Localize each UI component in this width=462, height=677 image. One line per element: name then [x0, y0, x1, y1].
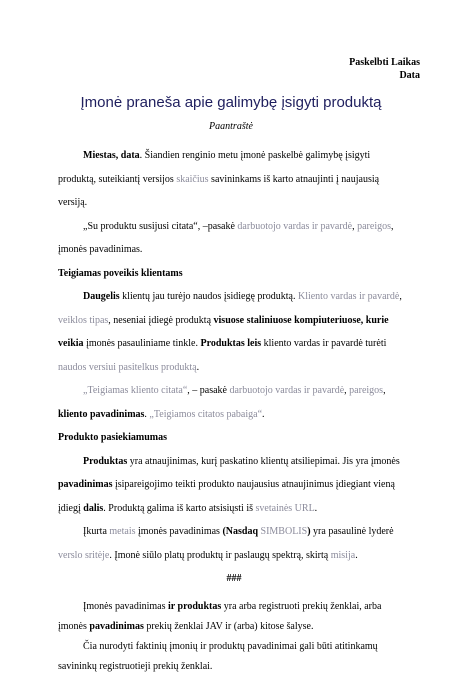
placeholder: metais — [109, 526, 136, 537]
disclaimer-paragraph: Čia nurodyti faktinių įmonių ir produktų pavadinimai gali būti atitinkamų savininkų registruotieji prekių ženklai. — [58, 640, 378, 672]
intro-paragraph: Miestas, data. Šiandien renginio metu įmonė paskelbė galimybę įsigyti produktą, suteikiantį versijos skaičius savininkams iš karto atnaujinti į naujausią versiją. — [58, 150, 380, 208]
placeholder: naudos versiui pasitelkus produktą — [58, 361, 197, 373]
placeholder: veiklos tipas — [58, 314, 109, 326]
placeholder: darbuotojo vardas ir pavardė — [229, 385, 345, 396]
company-paragraph: Įkurta metais įmonės pavadinimas (Nasdaq SIMBOLIS) yra pasaulinė lyderė verslo sritėje. Įmonė siūlo platų produktų ir paslaugų spektrą, skirtą misija. — [58, 526, 394, 561]
quote-paragraph: „Su produktu susijusi citata“, –pasakė darbuotojo vardas ir pavardė, pareigos, įmonės pavadinimas. — [58, 220, 394, 255]
release-time-label: Paskelbti Laikas — [349, 57, 420, 68]
placeholder: „Teigiamas kliento citata“ — [83, 385, 188, 396]
headline: Įmonė praneša apie galimybę įsigyti produktą — [80, 94, 382, 111]
placeholder: Kliento vardas ir pavardė — [297, 291, 400, 302]
subtitle: Paantraštė — [209, 121, 253, 132]
placeholder: SIMBOLIS — [260, 526, 308, 537]
section-heading-customers: Teigiamas poveikis klientams — [58, 267, 183, 279]
trademark-paragraph: Įmonės pavadinimas ir produktas yra arba registruoti prekių ženklai, arba įmonės pavadinimas prekių ženklai JAV ir (arba) kitose šalyse. — [58, 600, 382, 632]
placeholder: svetainės URL — [255, 502, 315, 514]
placeholder: „Teigiamos citatos pabaiga“ — [149, 408, 263, 420]
customers-paragraph: Daugelis klientų jau turėjo naudos įsidiegę produktą. Kliento vardas ir pavardė, veiklos tipas, neseniai įdiegė produktą visuose staliniuose kompiuteriuose, kurie veikia įmonės pasauliniame tinkle. Produktas leis kliento vardas ir pavardė turėti naudos versiui pasitelkus produktą. — [58, 291, 402, 373]
placeholder: skaičius — [176, 173, 209, 185]
release-header — [349, 56, 420, 82]
placeholder: darbuotojo vardas ir pavardė — [237, 220, 353, 232]
customer-quote-paragraph: „Teigiamas kliento citata“, – pasakė darbuotojo vardas ir pavardė, pareigos, kliento pavadinimas. „Teigiamos citatos pabaiga“. — [58, 385, 386, 420]
dateline: Miestas, data — [83, 150, 140, 161]
release-date-label: Data — [399, 70, 420, 81]
placeholder: pareigos — [349, 385, 384, 396]
separator: ### — [226, 573, 242, 584]
section-heading-availability: Produkto pasiekiamumas — [58, 432, 168, 443]
press-release-body — [58, 144, 410, 677]
placeholder: misija — [330, 549, 356, 561]
availability-paragraph: Produktas yra atnaujinimas, kurį paskatino klientų atsiliepimai. Jis yra įmonės pavadinimas įsipareigojimo teikti produkto naujausius atnaujinimus įdiegiant vieną įdiegį dalis. Produktą galima iš karto atsisiųsti iš svetainės URL. — [58, 455, 400, 514]
placeholder: pareigos — [357, 220, 391, 232]
placeholder: verslo sritėje — [58, 549, 110, 561]
